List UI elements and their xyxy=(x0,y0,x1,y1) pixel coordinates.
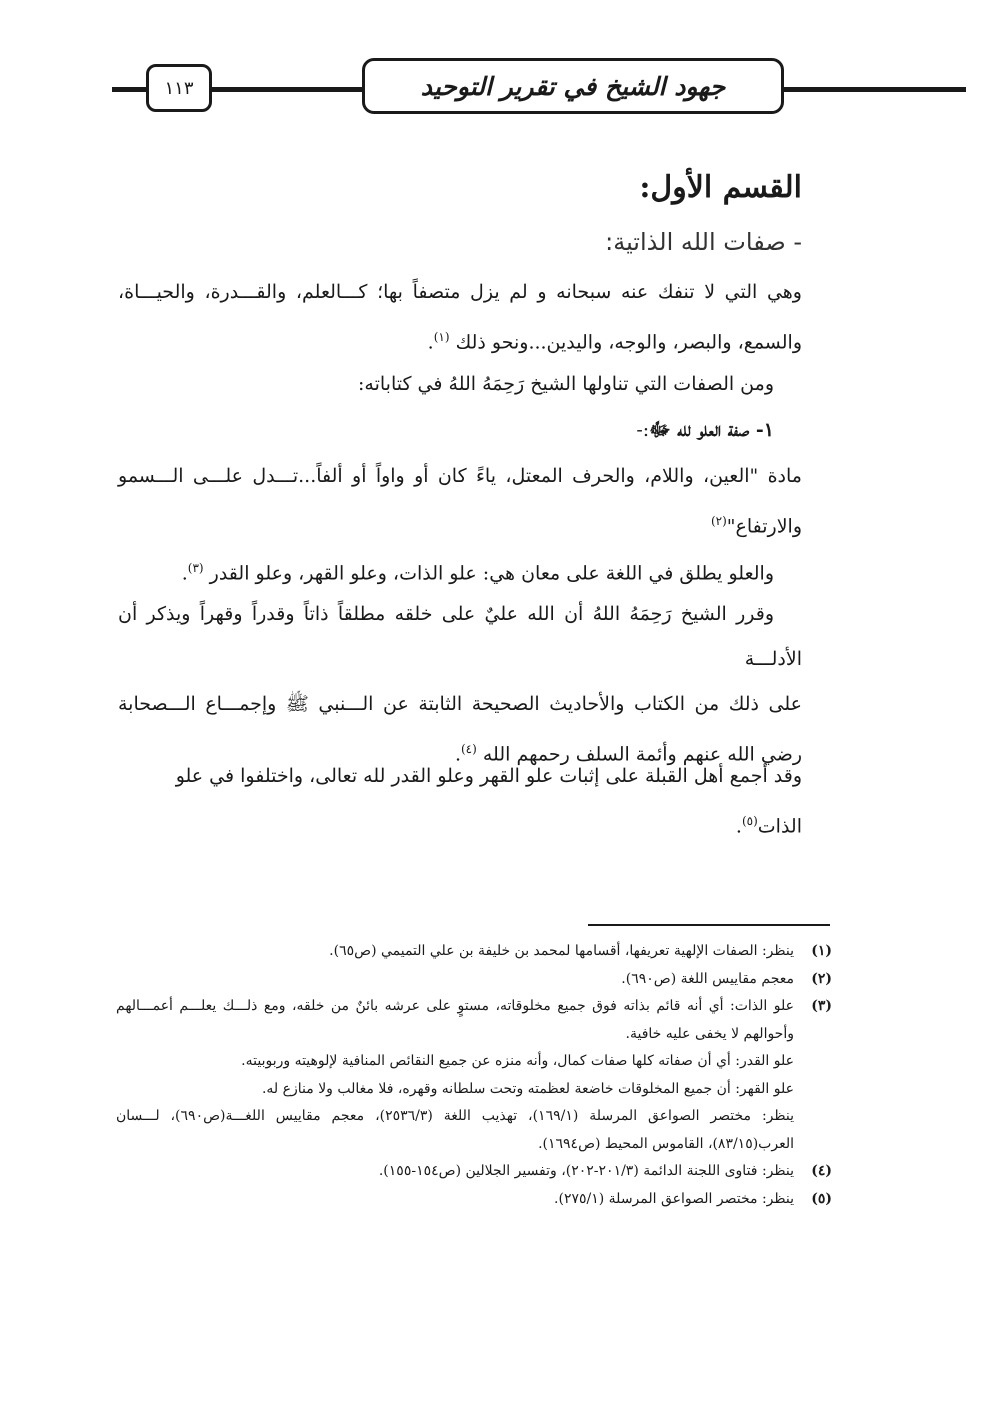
header-rule xyxy=(212,87,364,92)
paragraph-text: رضي الله عنهم وأئمة السلف رحمهم الله xyxy=(482,743,802,766)
footnote-ref: (٥) xyxy=(741,814,758,828)
footnote-text: علو القهر: أن جميع المخلوقات خاضعة لعظمته وتحت سلطانه وقهره، فلا مغالب ولا منازع له. xyxy=(261,1080,794,1097)
footnote-number: (٤) xyxy=(811,1163,832,1179)
paragraph-line: على ذلك من الكتاب والأحاديث الصحيحة الثابتة عن الـــنبي ﷺ وإجمـــاع الـــصحابة xyxy=(118,693,802,715)
footnote-text: ينظر: مختصر الصواعق المرسلة (٢٧٥/١). xyxy=(554,1190,794,1207)
paragraph-2: ومن الصفات التي تناولها الشيخ رَحِمَهُ اللهُ في كتاباته: xyxy=(357,373,774,395)
section-title: القسم الأول: xyxy=(639,170,802,205)
paragraph-1 xyxy=(118,270,802,365)
running-title: جهود الشيخ في تقرير التوحيد xyxy=(362,58,784,114)
paragraph-6 xyxy=(118,754,802,849)
footnote-ref: (٢) xyxy=(710,514,727,528)
header-rule xyxy=(782,87,966,92)
footnotes xyxy=(116,938,832,1213)
footnote-text: ينظر: مختصر الصواعق المرسلة (١٦٩/١)، تهذيب اللغة (٢٥٣٦/٣)، معجم مقاييس اللغـــة(ص٦٩٠)، لـــسان العرب(٨٣/١٥)، القاموس المحيط (ص١٦٩٤). xyxy=(116,1108,795,1152)
footnote-4 xyxy=(116,1158,832,1186)
footnote-number: (٢) xyxy=(811,970,832,987)
footnote-text: علو الذات: أي أنه قائم بذاته فوق جميع مخلوقاته، مستوٍ على عرشه بائنٌ من خلقه، ومع ذلـــك يعلـــم أعمـــالهم وأحوالهم لا يخفى عليه خافية. xyxy=(116,998,794,1042)
footnote-5 xyxy=(116,1186,832,1214)
footnote-separator xyxy=(588,924,830,926)
footnote-3-continued xyxy=(116,1048,832,1076)
page-number: ١١٣ xyxy=(146,64,212,112)
footnote-text: ينظر: الصفات الإلهية تعريفها، أقسامها لمحمد بن خليفة بن علي التميمي (ص٦٥). xyxy=(329,943,794,959)
paragraph-5 xyxy=(118,592,802,777)
footnote-ref: (٣) xyxy=(187,561,204,575)
footnote-number: (٣) xyxy=(811,998,832,1014)
paragraph-text: الذات xyxy=(757,815,802,838)
footnote-3-continued xyxy=(116,1103,832,1158)
footnote-number: (٥) xyxy=(811,1190,832,1207)
paragraph-text: والارتفاع" xyxy=(726,515,802,538)
subheading: - صفات الله الذاتية: xyxy=(605,228,802,256)
paragraph-text: والسمع، والبصر، والوجه، واليدين...ونحو ذلك xyxy=(455,331,802,354)
paragraph-line: رضي الله عنهم وأئمة السلف رحمهم الله $^{(٤)}$. xyxy=(454,742,802,766)
paragraph-line: وقرر الشيخ رَحِمَهُ اللهُ أن الله عليٌ على خلقه مطلقاً ذاتاً وقدراً وقهراً ويذكر أن الأدلـــة xyxy=(118,603,802,670)
paragraph-line: والسمع، والبصر، والوجه، واليدين...ونحو ذلك $^{(١)}$. xyxy=(427,330,802,354)
paragraph-line: مادة "العين، واللام، والحرف المعتل، ياءً كان أو واواً أو ألفاً...تـــدل علـــى الـــسمو xyxy=(118,465,802,487)
paragraph-4: والعلو يطلق في اللغة على معان هي: علو الذات، وعلو القهر، وعلو القدر $^{(٣)}$. xyxy=(181,561,774,585)
paragraph-line: وقد أجمع أهل القبلة على إثبات علو القهر وعلو القدر لله تعالى، واختلفوا في علو xyxy=(175,765,802,787)
footnote-ref: (٤) xyxy=(460,742,477,756)
paragraph-text: والعلو يطلق في اللغة على معان هي: علو الذات، وعلو القهر، وعلو القدر xyxy=(209,562,774,585)
paragraph-line xyxy=(118,499,802,549)
footnote-text: معجم مقاييس اللغة (ص٦٩٠). xyxy=(621,970,794,987)
footnote-1 xyxy=(116,938,832,966)
footnote-2 xyxy=(116,966,832,994)
header-rule xyxy=(112,87,148,92)
page-header xyxy=(0,0,992,130)
footnote-text: علو القدر: أي أن صفاته كلها صفات كمال، وأنه منزه عن جميع النقائص المنافية لإلوهيته وربوبيته. xyxy=(241,1053,794,1069)
paragraph-line: وهي التي لا تنفك عنه سبحانه و لم يزل متصفاً بها؛ كـــالعلم، والقـــدرة، والحيـــاة، xyxy=(118,281,802,303)
footnote-ref: (١) xyxy=(433,330,450,344)
item-heading xyxy=(118,408,802,453)
paragraph-3 xyxy=(118,454,802,549)
footnote-number: (١) xyxy=(811,943,832,959)
footnote-text: ينظر: فتاوى اللجنة الدائمة (٢٠١/٣-٢٠٢)، وتفسير الجلالين (ص١٥٤-١٥٥). xyxy=(378,1163,794,1179)
item-heading-text: ١- صفة العلو لله ﷻ xyxy=(649,419,774,441)
footnote-3 xyxy=(116,993,832,1048)
paragraph-line: الذات$^{(٥)}$. xyxy=(735,814,802,838)
item-heading-tail: :- xyxy=(636,419,650,441)
footnote-3-continued xyxy=(116,1076,832,1104)
